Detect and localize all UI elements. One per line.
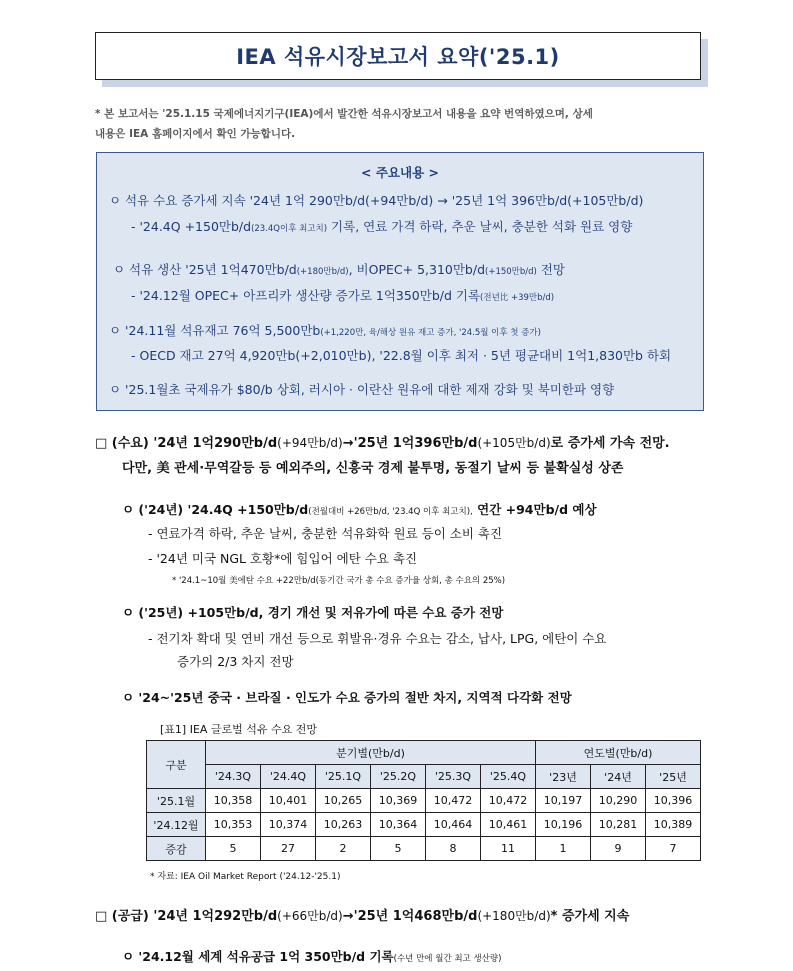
summary-inventory-small: (+1,220만, 육/해상 원유 재고 증가, '24.5월 이후 첫 증가) (320, 328, 541, 338)
table-caption: [표1] IEA 글로벌 석유 수요 전망 (160, 723, 318, 736)
supply-line-c: →'25년 1억468만b/d (342, 909, 478, 924)
summary-item-inventory (109, 321, 541, 339)
table-row-label: '25.1월 (147, 789, 206, 813)
table-row (147, 789, 701, 813)
demand-forecast-table (146, 740, 701, 861)
demand-line1-d: (+105만b/d) (477, 436, 551, 450)
table-col-header: '25년 (646, 765, 701, 789)
table-col-header: '24년 (591, 765, 646, 789)
summary-supply-sub-a: - '24.12월 OPEC+ 아프리카 생산량 증가로 1억350만b/d 기록 (131, 288, 481, 303)
table-col-header: '23년 (536, 765, 591, 789)
demand-heading-line-2: 다만, 美 관세·무역갈등 등 예외주의, 신흥국 경제 불투명, 동절기 날씨 등 불확실성 상존 (122, 461, 624, 476)
table-cell: 10,472 (481, 789, 536, 813)
summary-item-price: ㅇ '25.1월초 국제유가 $80/b 상회, 러시아 · 이란산 원유에 대한 제재 강화 및 북미한파 영향 (109, 382, 615, 397)
table-cell: 10,196 (536, 813, 591, 837)
table-col-header: '24.4Q (261, 765, 316, 789)
table-cell: 10,197 (536, 789, 591, 813)
demand-point-2024 (122, 500, 597, 518)
table-col-header: '25.3Q (426, 765, 481, 789)
table-cell: 27 (261, 837, 316, 861)
demand-p2-detail-1: - 전기차 확대 및 연비 개선 등으로 휘발유·경유 수요는 감소, 납사, LPG, 에탄이 수요 (148, 631, 607, 646)
supply-line-b: (+66만b/d) (277, 909, 343, 923)
table-cell: 8 (426, 837, 481, 861)
table-cell: 10,290 (591, 789, 646, 813)
table-row (147, 813, 701, 837)
table-cell: 10,464 (426, 813, 481, 837)
demand-p1-detail-2: - '24년 미국 NGL 호황*에 힘입어 에탄 수요 촉진 (148, 551, 418, 566)
table-cell: 10,281 (591, 813, 646, 837)
demand-line1-e: 로 증가세 가속 전망. (550, 436, 670, 451)
table-cell: 10,401 (261, 789, 316, 813)
summary-demand-sub-a: - '24.4Q +150만b/d (131, 219, 252, 234)
summary-item-inventory-sub: - OECD 재고 27억 4,920만b(+2,010만b), '22.8월 이후 최저 · 5년 평균대비 1억1,830만b 하회 (131, 348, 672, 363)
table-cell: 1 (536, 837, 591, 861)
summary-item-demand-sub (131, 217, 632, 235)
supply-line-e: * 증가세 지속 (550, 909, 630, 924)
summary-item-supply (113, 260, 565, 278)
demand-point-regional: ㅇ '24~'25년 중국 · 브라질 · 인도가 수요 증가의 절반 차지, 지역적 다각화 전망 (122, 690, 572, 705)
supply-point-december (122, 947, 501, 965)
summary-box (96, 152, 704, 411)
table-cell: 10,358 (206, 789, 261, 813)
summary-inventory-a: ㅇ '24.11월 석유재고 76억 5,500만b (109, 323, 321, 338)
table-corner: 구분 (147, 741, 206, 789)
table-group-annual: 연도별(만b/d) (536, 741, 701, 765)
summary-supply-b: , 비OPEC+ 5,310만b/d (348, 262, 486, 277)
table-row (147, 837, 701, 861)
table-cell: 11 (481, 837, 536, 861)
summary-supply-small1: (+180만b/d) (296, 267, 349, 277)
table-cell: 10,374 (261, 813, 316, 837)
table-cell: 10,369 (371, 789, 426, 813)
summary-demand-sub-small: (23.4Q이후 최고치) (251, 224, 328, 234)
summary-item-supply-sub (131, 286, 554, 304)
supply-line-d: (+180만b/d) (477, 909, 551, 923)
demand-line1-a: □ (수요) '24년 1억290만b/d (95, 436, 278, 451)
table-col-header: '25.4Q (481, 765, 536, 789)
supply-p1-small: (수년 만에 월간 최고 생산량) (393, 954, 502, 964)
table-cell: 5 (206, 837, 261, 861)
table-cell: 10,389 (646, 813, 701, 837)
summary-supply-small2: (+150만b/d) (485, 267, 537, 277)
table-cell: 10,396 (646, 789, 701, 813)
table-cell: 2 (316, 837, 371, 861)
summary-supply-c: 전망 (536, 262, 565, 277)
summary-item-demand: ㅇ 석유 수요 증가세 지속 '24년 1억 290만b/d(+94만b/d) → '25년 1억 396만b/d(+105만b/d) (109, 193, 644, 208)
supply-p1-a: ㅇ '24.12월 세계 석유공급 1억 350만b/d 기록 (122, 949, 394, 964)
demand-line1-b: (+94만b/d) (277, 436, 343, 450)
title-box (95, 32, 709, 88)
demand-line1-c: →'25년 1억396만b/d (342, 436, 478, 451)
demand-p1-footnote: * '24.1~10월 美에탄 수요 +22만b/d(동기간 국가 총 수요 증가율 상회, 총 수요의 25%) (172, 576, 506, 586)
summary-supply-a: ㅇ 석유 생산 '25년 1억470만b/d (113, 262, 297, 277)
summary-supply-sub-small: (전년比 +39만b/d) (480, 293, 555, 303)
table-group-quarterly: 분기별(만b/d) (206, 741, 536, 765)
table-cell: 10,461 (481, 813, 536, 837)
table-source: * 자료: IEA Oil Market Report ('24.12-'25.1) (150, 872, 341, 882)
page-title: IEA 석유시장보고서 요약('25.1) (95, 32, 701, 80)
table-cell: 10,353 (206, 813, 261, 837)
note-line-2: 내용은 IEA 홈페이지에서 확인 가능합니다. (95, 128, 296, 140)
demand-point-2025: ㅇ ('25년) +105만b/d, 경기 개선 및 저유가에 따른 수요 증가 전망 (122, 605, 504, 620)
table-cell: 10,472 (426, 789, 481, 813)
table-cell: 5 (371, 837, 426, 861)
table-col-header: '25.1Q (316, 765, 371, 789)
table-cell: 10,364 (371, 813, 426, 837)
demand-heading-line-1 (95, 432, 670, 455)
table-row-label: '24.12월 (147, 813, 206, 837)
table-col-header: '25.2Q (371, 765, 426, 789)
note-line-1: * 본 보고서는 '25.1.15 국제에너지기구(IEA)에서 발간한 석유시장보고서 내용을 요약 번역하였으며, 상세 (95, 108, 593, 120)
supply-line-a: □ (공급) '24년 1억292만b/d (95, 909, 278, 924)
table-cell: 10,263 (316, 813, 371, 837)
table-cell: 7 (646, 837, 701, 861)
table-col-header: '24.3Q (206, 765, 261, 789)
summary-heading: < 주요내용 > (361, 165, 439, 180)
table-row-label: 증감 (147, 837, 206, 861)
disclaimer-note (95, 104, 695, 144)
demand-p1-a: ㅇ ('24년) '24.4Q +150만b/d (122, 502, 309, 517)
demand-p1-b: 연간 +94만b/d 예상 (472, 502, 597, 517)
supply-heading (95, 905, 629, 928)
table-cell: 9 (591, 837, 646, 861)
summary-demand-sub-b: 기록, 연료 가격 하락, 추운 날씨, 충분한 석화 원료 영향 (327, 219, 633, 234)
table-cell: 10,265 (316, 789, 371, 813)
demand-p1-detail-1: - 연료가격 하락, 추운 날씨, 충분한 석유화학 원료 등이 소비 촉진 (148, 526, 503, 541)
demand-p2-detail-2: 증가의 2/3 차지 전망 (177, 654, 294, 669)
demand-p1-small: (전월대비 +26만b/d, '23.4Q 이후 최고치), (308, 507, 473, 517)
